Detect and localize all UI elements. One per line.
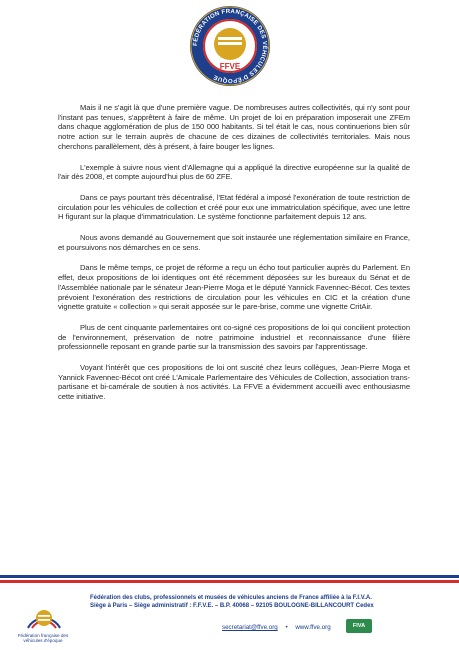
footer-address [90,594,430,610]
paragraph: Dans ce pays pourtant très décentralisé, l'Etat fédéral a imposé l'exonération de toute restriction de circulation pour les véhicules de collection et créé pour eux une immatriculation spécifique, avec une lettre H figurant sur la plaque d'immatriculation. Le système fonctionne parfaitement depuis 12 ans. [58,192,410,222]
logo-text: FFVE [219,62,241,71]
paragraph: Mais il ne s'agit là que d'une première vague. De nombreuses autres collectivités, qui n'y sont pour l'instant pas tenues, s'apprêtent à faire de même. Un projet de loi en préparation imposerait une ZFEm dans chaque agglomération de plus de 150 000 habitants. Si tel était le cas, nous continuerions bien sûr notre action sur le terrain auprès de chacune de ces dizaines de collectivités territoriales. Mais nous cherchons parallèlement, dès à présent, à faire bouger les lignes. [58,103,410,151]
ffve-logo [188,4,272,88]
footer-stripe-red [0,580,459,583]
letter-body [58,103,410,413]
paragraph: Nous avons demandé au Gouvernement que soit instaurée une réglementation similaire en France, et poursuivons nos démarches en ce sens. [58,233,410,252]
footer-logo [22,592,66,636]
footer-line-2: Siège à Paris – Siège administratif : F.F.V.E. – B.P. 40068 – 92105 BOULOGNE-BILLANCOURT Cedex [90,603,374,610]
paragraph: Plus de cent cinquante parlementaires ont co-signé ces propositions de loi qui concilient protection de l'environnement, préservation de notre patrimoine industriel et reconnaissance d'une filière professionnelle reposant en grande partie sur la transmission des savoirs par l'apprentissage. [58,322,410,352]
footer-links [222,624,337,631]
fiva-badge: FIVA [346,619,372,633]
footer-line-1: Fédération des clubs, professionnels et musées de véhicules anciens de France affiliée à la F.I.V.A. [90,595,372,601]
paragraph: Voyant l'intérêt que ces propositions de loi ont suscité chez leurs collègues, Jean-Pierre Moga et Yannick Favennec-Bécot ont créé L'Amicale Parlementaire des Véhicules de Collection, association trans-partisane et bi-camérale de soutien à nos activités. La FFVE a évidemment accueilli avec enthousiasme cette initiative. [58,363,410,402]
paragraph: L'exemple à suivre nous vient d'Allemagne qui a appliqué la directive européenne sur la qualité de l'air dès 2008, et compte aujourd'hui plus de 60 ZFE. [58,162,410,182]
logo-ring-text: FÉDÉRATION FRANÇAISE DES VÉHICULES D'ÉPOQUE [192,8,268,84]
footer-org-name: Fédération française des véhicules d'époque [17,633,69,644]
website-link[interactable]: www.ffve.org [295,624,331,631]
bullet-separator: • [285,624,288,631]
paragraph: Dans le même temps, ce projet de réforme a reçu un écho tout particulier auprès du Parlement. En effet, deux propositions de loi identiques ont été récemment déposées sur les bureaux du Sénat et de l'Assemblée nationale par le sénateur Jean-Pierre Moga et le député Yannick Favennec-Bécot. Ces textes prévoient l'exonération des restrictions de circulation pour les véhicules en CIC et la création d'une vignette gratuite « collection » qui serait apposée sur le pare-brise, comme une vignette CritAir. [58,263,410,312]
email-link[interactable]: secretariat@ffve.org [222,624,278,631]
